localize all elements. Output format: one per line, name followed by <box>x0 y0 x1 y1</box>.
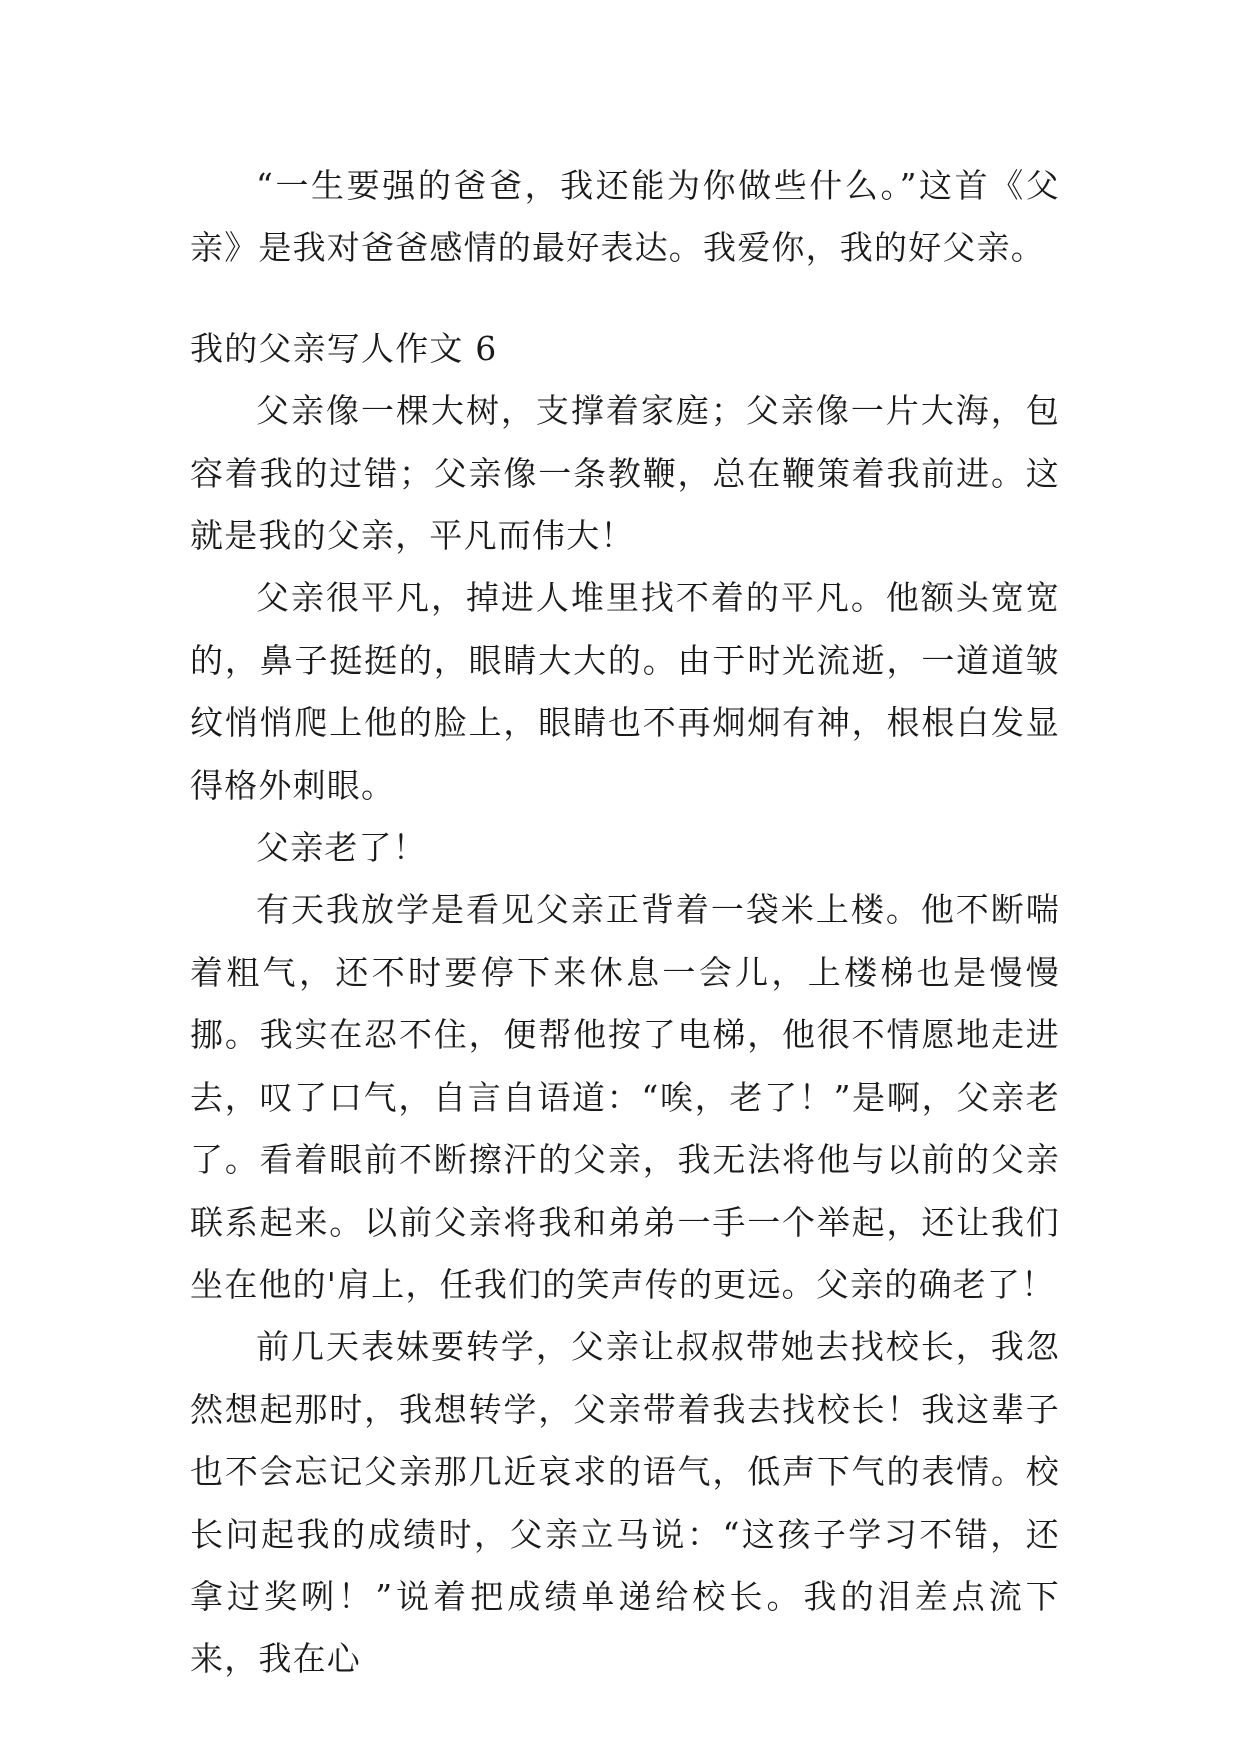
document-body <box>190 155 1060 1691</box>
paragraph-4: 有天我放学是看见父亲正背着一袋米上楼。他不断喘着粗气，还不时要停下来休息一会儿，上楼梯也是慢慢挪。我实在忍不住，便帮他按了电梯，他很不情愿地走进去，叹了口气，自言自语道：“唉，老了！”是啊，父亲老了。看着眼前不断擦汗的父亲，我无法将他与以前的父亲联系起来。以前父亲将我和弟弟一手一个举起，还让我们坐在他的'肩上，任我们的笑声传的更远。父亲的确老了！ <box>190 890 1060 1304</box>
paragraph-5: 前几天表妹要转学，父亲让叔叔带她去找校长，我忽然想起那时，我想转学，父亲带着我去找校长！我这辈子也不会忘记父亲那几近哀求的语气，低声下气的表情。校长问起我的成绩时，父亲立马说：“这孩子学习不错，还拿过奖咧！”说着把成绩单递给校长。我的泪差点流下来，我在心 <box>190 1327 1060 1679</box>
paragraph-1: 父亲像一棵大树，支撑着家庭；父亲像一片大海，包容着我的过错；父亲像一条教鞭，总在鞭策着我前进。这就是我的父亲，平凡而伟大！ <box>190 391 1060 556</box>
paragraph-2: 父亲很平凡，掉进人堆里找不着的平凡。他额头宽宽的，鼻子挺挺的，眼睛大大的。由于时光流逝，一道道皱纹悄悄爬上他的脸上，眼睛也不再炯炯有神，根根白发显得格外刺眼。 <box>190 578 1060 805</box>
intro-paragraph: “一生要强的爸爸，我还能为你做些什么。”这首《父亲》是我对爸爸感情的最好表达。我爱你，我的好父亲。 <box>190 166 1060 268</box>
section-title: 我的父亲写人作文 6 <box>190 328 498 368</box>
paragraph-3: 父亲老了！ <box>256 828 427 868</box>
